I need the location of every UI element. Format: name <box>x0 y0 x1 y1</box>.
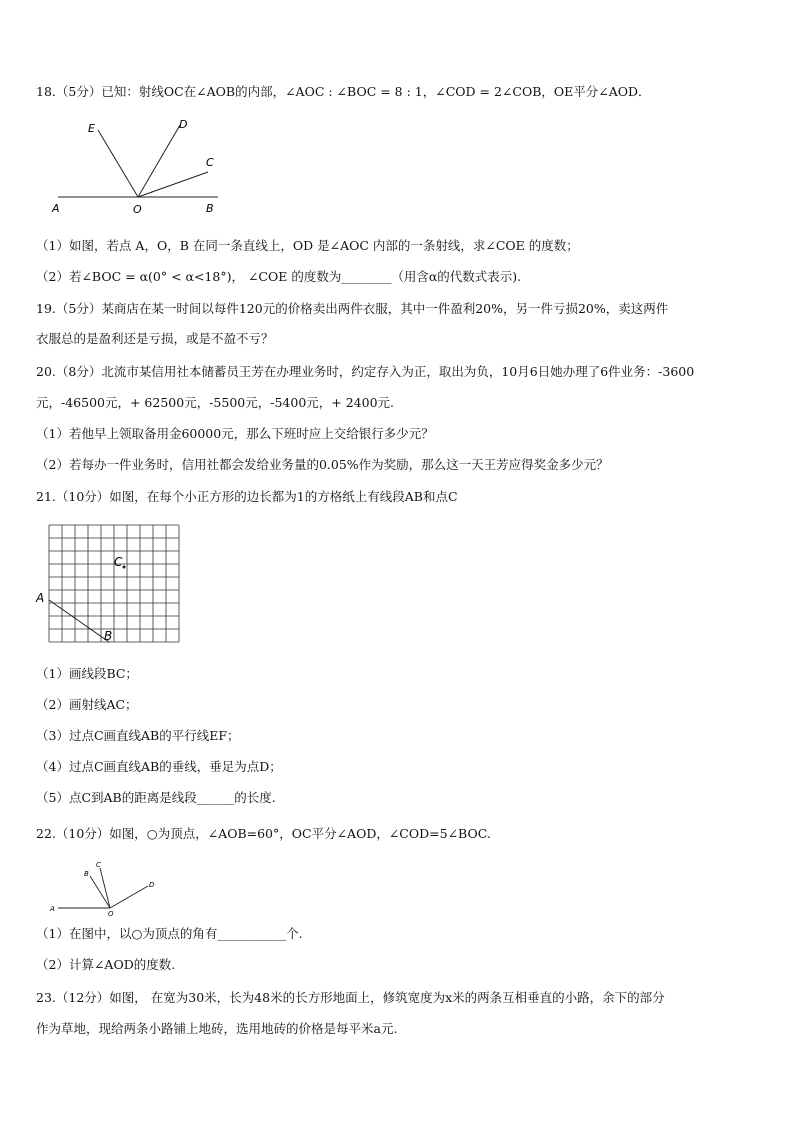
q20-line1: 20.（8分）北流市某信用社本储蓄员王芳在办理业务时，约定存入为正，取出为负，10月6日她办理了6件业务：-3600 <box>36 364 695 379</box>
q22-label-o: O <box>108 910 114 918</box>
q18-label-a: A <box>52 202 60 215</box>
q22-label-b: B <box>84 870 89 878</box>
q22-figure <box>48 856 168 920</box>
q21-stem: 21.（10分）如图，在每个小正方形的边长都为1的方格纸上有线段AB和点C <box>36 489 458 504</box>
q18-label-o: O <box>133 203 142 216</box>
q20-line2: 元，-46500元，+ 62500元，-5500元，-5400元，+ 2400元. <box>36 395 395 410</box>
q18-stem: 18.（5分）已知：射线OC在∠AOB的内部，∠AOC : ∠BOC = 8 : 1，∠COD = 2∠COB，OE平分∠AOD． <box>36 84 651 99</box>
q18-label-e: E <box>88 122 95 135</box>
segment-ab <box>49 600 109 642</box>
q18-label-b: B <box>206 202 214 215</box>
q22-stem: 22.（10分）如图，○为顶点，∠AOB=60°，OC平分∠AOD，∠COD=5∠BOC. <box>36 826 491 841</box>
q20-part1: （1）若他早上领取备用金60000元，那么下班时应上交给银行多少元？ <box>36 426 434 441</box>
q23-line2: 作为草地，现给两条小路铺上地砖，选用地砖的价格是每平米a元. <box>36 1021 398 1036</box>
q18-part2: （2）若∠BOC = α(0° < α<18°)， ∠COE 的度数为________（用含α的代数式表示). <box>36 269 522 284</box>
point-c <box>123 566 126 569</box>
q22-part2: （2）计算∠AOD的度数. <box>36 957 176 972</box>
q19-line2: 衣服总的是盈利还是亏损，或是不盈不亏？ <box>36 331 274 346</box>
q23-line1: 23.（12分）如图， 在宽为30米，长为48米的长方形地面上，修筑宽度为x米的两条互相垂直的小路，余下的部分 <box>36 990 665 1005</box>
q21-part4: （4）过点C画直线AB的垂线，垂足为点D； <box>36 759 282 774</box>
q21-part1: （1）画线段BC； <box>36 666 138 681</box>
q21-part5: （5）点C到AB的距离是线段______的长度. <box>36 790 276 805</box>
q21-part2: （2）画射线AC； <box>36 697 138 712</box>
q18-part1: （1）如图，若点 A，O，B 在同一条直线上，OD 是∠AOC 内部的一条射线，求∠COE 的度数； <box>36 238 579 253</box>
q21-label-b: B <box>104 629 113 643</box>
q22-part1: （1）在图中，以○为顶点的角有___________个. <box>36 926 303 941</box>
q21-label-c: C <box>114 555 123 569</box>
q21-label-a: A <box>36 591 45 605</box>
q20-part2: （2）若每办一件业务时，信用社都会发给业务量的0.05%作为奖励，那么这一天王芳应得奖金多少元？ <box>36 457 609 472</box>
q22-label-a: A <box>50 905 55 913</box>
q18-label-d: D <box>179 118 188 131</box>
q22-label-c: C <box>96 861 101 869</box>
q18-label-c: C <box>206 156 214 169</box>
q22-label-d: D <box>149 881 155 889</box>
grid-paper <box>49 525 179 642</box>
q21-grid-figure <box>34 520 184 650</box>
q21-part3: （3）过点C画直线AB的平行线EF； <box>36 728 240 743</box>
q18-figure <box>48 110 228 220</box>
q19-line1: 19.（5分）某商店在某一时间以每件120元的价格卖出两件衣服，其中一件盈利20%，另一件亏损20%，卖这两件 <box>36 301 669 316</box>
